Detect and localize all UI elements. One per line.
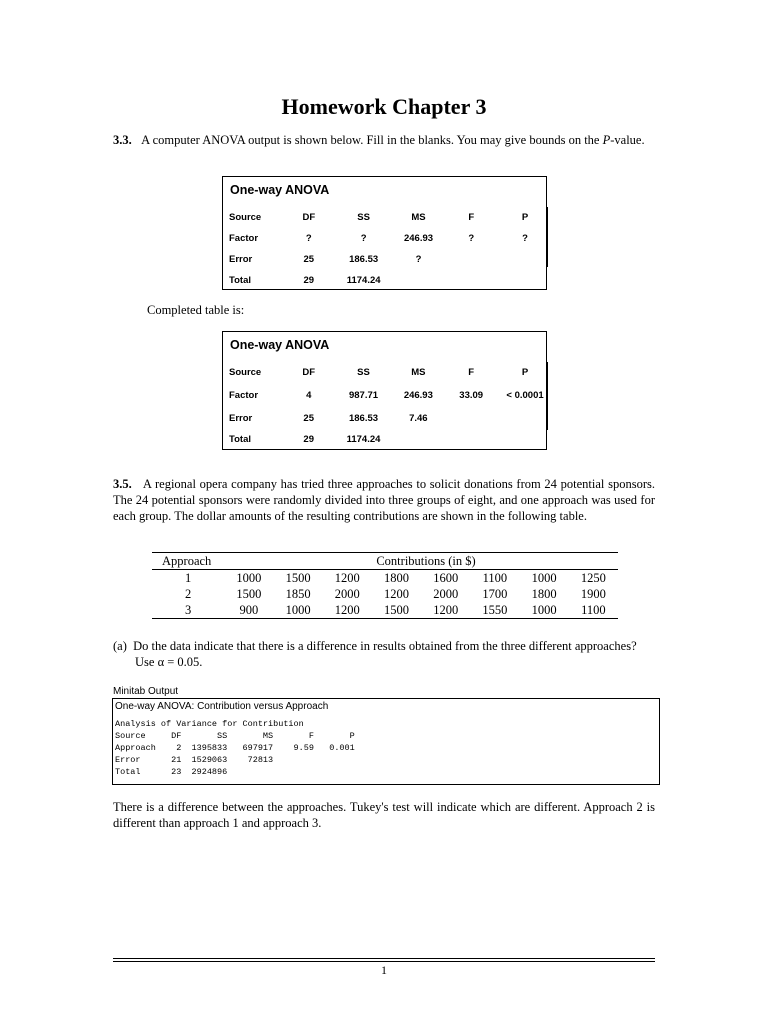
cell: Error	[229, 254, 253, 265]
problem-3-3-text	[113, 132, 655, 148]
page-title: Homework Chapter 3	[281, 94, 487, 119]
minitab-caption: Minitab Output	[113, 686, 179, 697]
contributions-table	[152, 552, 618, 619]
col-ss: SS	[357, 212, 370, 223]
cell: Error	[229, 413, 253, 424]
contribution-cell: 2000	[334, 586, 360, 601]
minitab-output: Analysis of Variance for Contribution Source DF SS MS F P Approach 2 1395833 697917 9.59 0.001 Error 21 1529063 72813 Total 23 2924896	[115, 719, 355, 777]
contribution-cell: 1500	[285, 570, 311, 585]
contrib-header-table	[152, 553, 618, 569]
table-row	[229, 383, 546, 408]
contribution-cell: 1000	[285, 602, 311, 617]
cell: 246.93	[403, 390, 433, 401]
contribution-cell: 1550	[482, 602, 508, 617]
col-contributions: Contributions (in $)	[376, 553, 476, 568]
cell	[504, 270, 546, 291]
cell: 1174.24	[346, 275, 381, 286]
completed-label: Completed table is:	[147, 303, 245, 317]
cell	[504, 429, 546, 450]
contribution-cell: 1500	[236, 586, 262, 601]
cell: 25	[303, 254, 315, 265]
col-p: P	[521, 367, 529, 378]
cell: 186.53	[348, 413, 379, 424]
cell: 7.46	[409, 413, 428, 424]
cell: 25	[303, 413, 314, 424]
contribution-cell: 900	[239, 602, 259, 617]
col-df: DF	[302, 212, 316, 223]
problem-3-3-end: -value.	[610, 133, 645, 147]
col-f: F	[468, 367, 475, 378]
problem-3-5-text	[113, 476, 655, 524]
col-source: Source	[229, 212, 262, 223]
table-row	[229, 408, 546, 429]
part-a-label: (a)	[113, 639, 127, 653]
contribution-cell: 1250	[580, 570, 606, 585]
cell: ?	[468, 233, 475, 244]
cell	[504, 408, 546, 429]
anova-table	[229, 207, 546, 291]
col-approach: Approach	[162, 553, 212, 568]
problem-3-3-number: 3.3.	[113, 133, 132, 147]
page-number: 1	[381, 963, 387, 977]
cell: < 0.0001	[506, 390, 544, 401]
col-df: DF	[302, 367, 316, 378]
table-row	[152, 602, 618, 618]
table-row	[229, 228, 546, 249]
anova-header: One-way ANOVA	[230, 338, 330, 352]
cell: Total	[229, 434, 251, 445]
cell: 33.09	[459, 390, 484, 401]
cell: Factor	[229, 390, 259, 401]
anova-header: One-way ANOVA	[230, 183, 330, 197]
contribution-cell: 1100	[581, 602, 606, 617]
contribution-cell: 1000	[531, 570, 557, 585]
cell	[438, 249, 504, 270]
anova-header-row	[229, 362, 546, 383]
problem-3-5-number: 3.5.	[113, 477, 132, 491]
cell	[504, 249, 546, 270]
contribution-cell: 2000	[433, 586, 459, 601]
contribution-cell: 1200	[334, 602, 360, 617]
problem-3-3-body: A computer ANOVA output is shown below. Fill in the blanks. You may give bounds on the	[141, 133, 603, 147]
table-bottom-rule	[152, 618, 618, 619]
contribution-cell: 1850	[285, 586, 311, 601]
cell: ?	[305, 233, 312, 244]
cell	[398, 429, 438, 450]
footer-rule	[113, 958, 655, 959]
contribution-cell: 1900	[580, 586, 606, 601]
anova-table-question	[222, 176, 547, 290]
contribution-cell: 1000	[531, 602, 557, 617]
col-f: F	[468, 212, 475, 223]
table-row	[152, 570, 618, 586]
contribution-cell: 1700	[482, 586, 508, 601]
cell	[438, 270, 504, 291]
col-ss: SS	[357, 367, 370, 378]
col-ms: MS	[411, 367, 426, 378]
p-italic: P	[602, 133, 611, 147]
cell: ?	[360, 233, 367, 244]
cell: Factor	[229, 233, 259, 244]
approach-cell: 3	[185, 602, 192, 617]
table-row	[229, 249, 546, 270]
part-a-text2: Use α = 0.05.	[135, 655, 203, 669]
contribution-cell: 1100	[482, 570, 508, 585]
contrib-body-table	[152, 570, 618, 618]
minitab-title: One-way ANOVA: Contribution versus Approach	[115, 701, 329, 712]
contribution-cell: 1200	[433, 602, 459, 617]
cell: 1174.24	[346, 434, 381, 445]
contribution-cell: 1600	[433, 570, 459, 585]
part-a-text: Do the data indicate that there is a difference in results obtained from the three different approaches?	[133, 639, 637, 653]
contribution-cell: 1800	[531, 586, 557, 601]
cell	[399, 270, 439, 291]
col-ms: MS	[411, 212, 426, 223]
anova-table	[229, 362, 546, 450]
cell: 186.53	[349, 254, 379, 265]
anova-right-rule	[546, 362, 548, 430]
cell: 29	[303, 275, 315, 286]
cell: 4	[306, 390, 312, 401]
contribution-cell: 1200	[334, 570, 360, 585]
table-row	[152, 586, 618, 602]
conclusion-text: There is a difference between the approaches. Tukey's test will indicate which are different. Approach 2 is different than approach 1 and approach 3.	[113, 800, 655, 830]
cell	[438, 408, 504, 429]
approach-cell: 2	[185, 586, 192, 601]
problem-3-5-body: A regional opera company has tried three approaches to solicit donations from 24 potential sponsors. The 24 potential sponsors were randomly divided into three groups of eight, and one approach was used for each group. The dollar amounts of the resulting contributions are shown in the following table.	[113, 477, 655, 523]
cell: ?	[522, 233, 528, 244]
cell: ?	[415, 254, 422, 265]
anova-table-completed	[222, 331, 547, 450]
approach-cell: 1	[185, 570, 192, 585]
contrib-header-row	[152, 553, 618, 569]
anova-header-row	[229, 207, 546, 228]
cell: 987.71	[348, 390, 379, 401]
cell: 246.93	[403, 233, 434, 244]
cell: Total	[229, 275, 251, 286]
contribution-cell: 1800	[384, 570, 409, 585]
cell: 29	[303, 434, 314, 445]
minitab-output-box	[112, 698, 660, 785]
table-row	[229, 270, 546, 291]
part-a	[113, 638, 658, 670]
col-source: Source	[229, 367, 262, 378]
col-p: P	[521, 212, 529, 223]
anova-right-rule	[546, 207, 548, 267]
footer-rule	[113, 961, 655, 962]
contribution-cell: 1000	[236, 570, 262, 585]
table-row	[229, 429, 546, 450]
cell	[438, 429, 504, 450]
contribution-cell: 1200	[384, 586, 409, 601]
contribution-cell: 1500	[384, 602, 409, 617]
